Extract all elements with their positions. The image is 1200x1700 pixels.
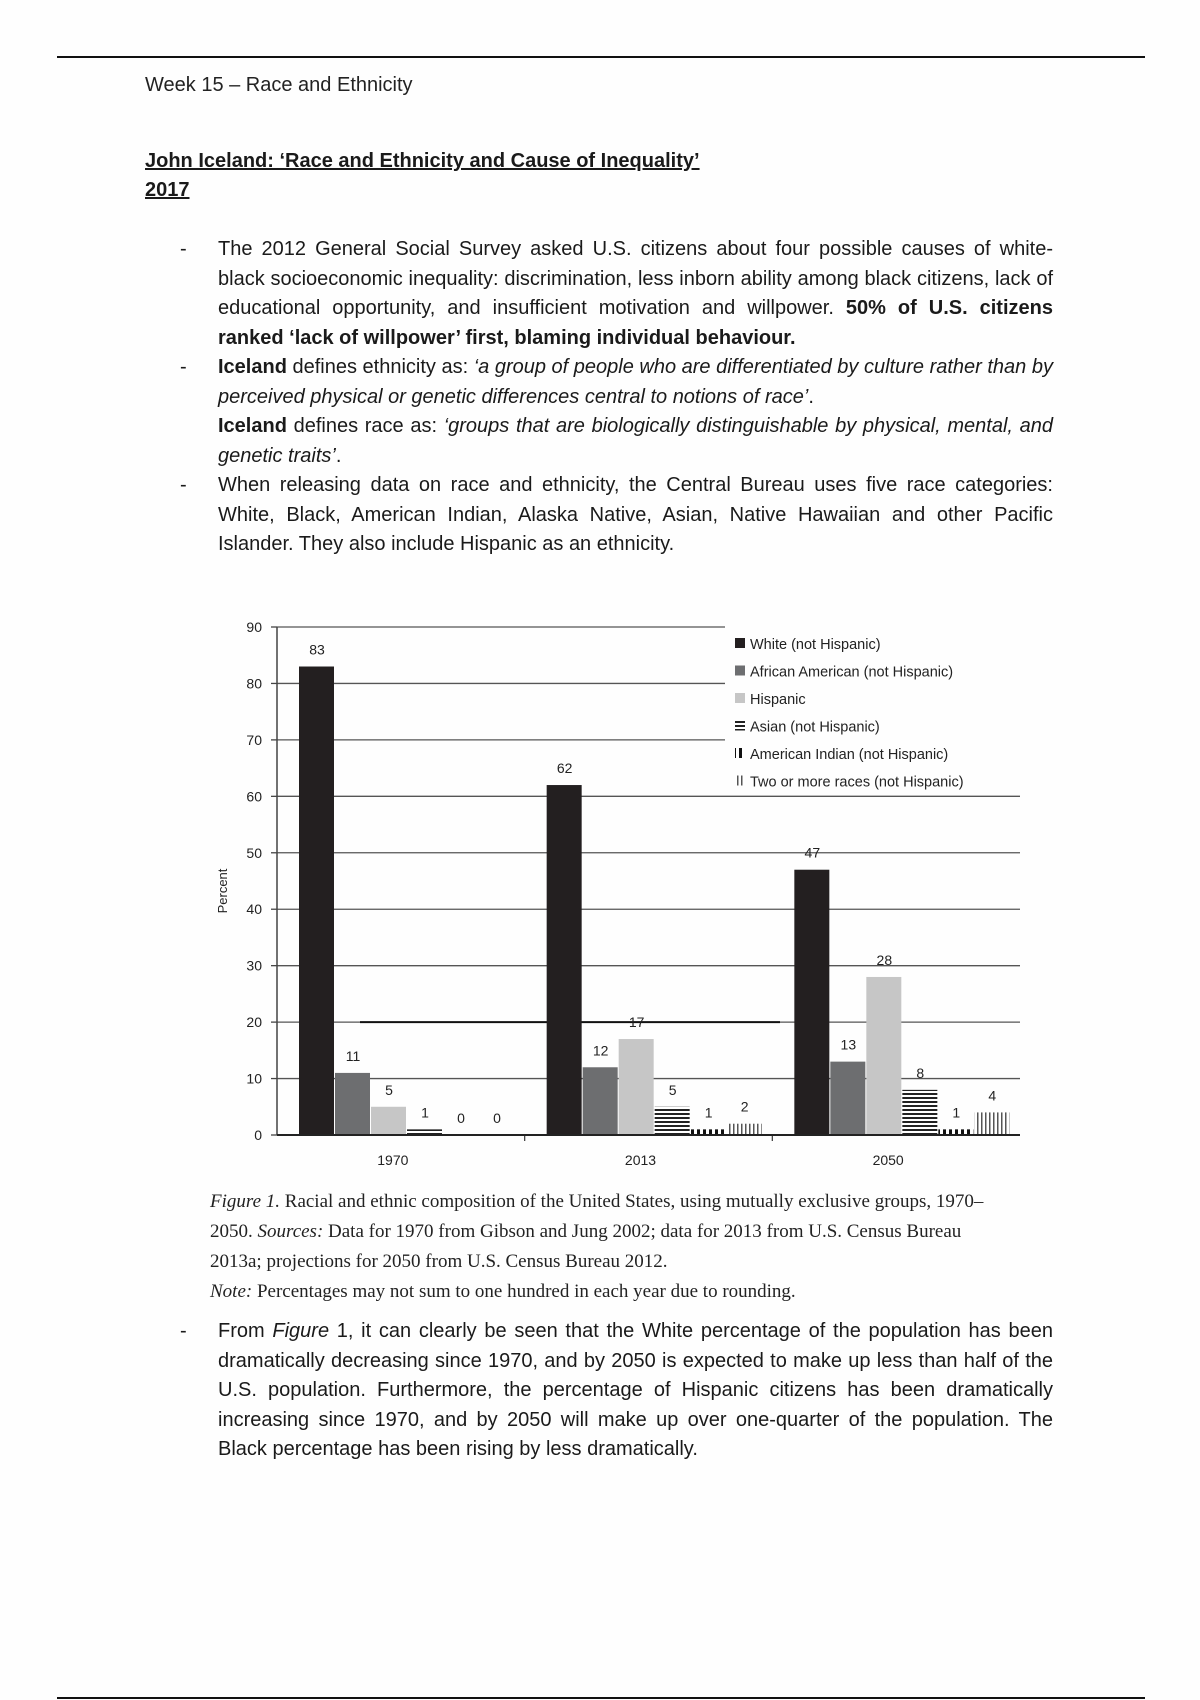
data-label: 83 [309,641,325,658]
legend-label: American Indian (not Hispanic) [750,747,949,763]
bar-chart [205,605,1025,1185]
bar-white-not-hispanic [794,870,829,1135]
x-tick-label: 2050 [872,1152,904,1168]
y-tick-label: 90 [246,619,262,635]
section-title-year: 2017 [145,179,190,201]
y-tick-label: 0 [254,1127,262,1143]
bar-white-not-hispanic [547,785,582,1135]
legend-label: African American (not Hispanic) [750,664,954,681]
bullet-item [180,1317,1053,1465]
bar-asian-not-hispanic [902,1090,937,1135]
y-tick-label: 80 [246,675,262,692]
note-label: Note: [210,1281,253,1302]
legend-label: White (not Hispanic) [750,637,881,653]
data-label: 28 [876,951,893,968]
data-label: 17 [628,1014,645,1031]
section-title-line: John Iceland: ‘Race and Ethnicity and Cause of Inequality’ [145,150,700,172]
bar-hispanic [619,1039,654,1135]
bullet-dash: - [180,1320,187,1342]
legend-label: Two or more races (not Hispanic) [750,774,964,791]
bullet-text: defines ethnicity as: [286,356,474,378]
sources-label: Sources: [257,1221,324,1242]
legend-swatch [735,666,745,676]
section-title [145,147,700,205]
bullet-text: . [808,385,814,408]
data-label: 1 [421,1104,429,1121]
data-label: 47 [804,844,821,861]
x-tick-label: 1970 [377,1152,409,1168]
y-tick-label: 10 [246,1070,262,1087]
y-tick-label: 70 [246,731,262,748]
data-label: 5 [668,1081,677,1098]
bar-hispanic [866,977,901,1135]
legend-swatch [735,748,745,758]
figure-label: Figure 1. [210,1191,281,1212]
data-label: 8 [916,1064,925,1081]
bullet-list-2 [180,1317,1053,1465]
data-label: 0 [493,1110,501,1126]
bullet-item [180,471,1053,560]
y-axis-label: Percent [215,868,230,914]
bar-two-or-more-races-not-hispanic [727,1124,762,1135]
caption-text: Racial and ethnic composition of the United States, using mutually exclusive groups, 1970–2050. [210,1191,984,1242]
y-tick-label: 20 [246,1014,262,1031]
race-definition: ‘groups that are biologically distinguishable by physical, mental, and genetic traits’ [218,415,1053,467]
author-name: Iceland [218,415,287,437]
bullet-list [180,235,1053,560]
bullet-dash: - [180,474,187,496]
bullet-text: defines race as: [286,415,444,437]
ethnicity-definition: ‘a group of people who are differentiated by culture rather than by perceived physical or genetic differences central to notions of race’ [218,356,1053,408]
bullet-item [180,235,1053,353]
bar-african-american-not-hispanic [830,1062,865,1135]
data-label: 0 [457,1110,465,1126]
bullet-item [180,353,1053,471]
bar-two-or-more-races-not-hispanic [974,1112,1009,1135]
bar-asian-not-hispanic [655,1107,690,1135]
bar-hispanic [371,1107,406,1135]
y-tick-label: 40 [246,901,262,918]
caption-text: Data for 1970 from Gibson and Jung 2002; data for 2013 from U.S. Census Bureau 2013a; projections for 2050 from U.S. Census Bureau 2012. [210,1221,962,1272]
legend-label: Hispanic [750,692,806,708]
legend-swatch [735,721,745,731]
data-label: 11 [345,1047,361,1064]
bullet-dash: - [180,356,187,378]
author-name: Iceland [218,356,287,378]
data-label: 13 [840,1036,857,1053]
y-tick-label: 60 [246,788,262,805]
bullet-text: The 2012 General Social Survey asked U.S. citizens about four possible causes of white-black socioeconomic inequality: discrimination, less inborn ability among black citizens, lack of educational opportunity, and insufficient motivation and willpower. [218,238,1053,319]
bar-african-american-not-hispanic [335,1073,370,1135]
legend-swatch [735,693,745,703]
page-top-rule [57,56,1145,58]
data-label: 62 [556,760,573,777]
y-tick-label: 30 [246,957,262,974]
bullet-text: 1, it can clearly be seen that the White percentage of the population has been dramatically decreasing since 1970, and by 2050 is expected to make up less than half of the U.S. population. Furthermore, the percentage of Hispanic citizens has been dramatically increasing since 1970, and by 2050 will make up over one-quarter of the population. The Black percentage has been rising by less dramatically. [218,1320,1053,1460]
page-bottom-rule [57,1697,1145,1699]
legend-label: Asian (not Hispanic) [750,719,880,736]
caption-text: Percentages may not sum to one hundred in each year due to rounding. [252,1281,796,1302]
bar-african-american-not-hispanic [583,1067,618,1135]
data-label: 12 [592,1042,609,1059]
bullet-text: . [335,444,342,467]
bullet-text: From [218,1320,273,1342]
page-header: Week 15 – Race and Ethnicity [145,74,413,96]
figure-caption [210,1187,1010,1307]
figure-reference: Figure [272,1320,330,1342]
bar-white-not-hispanic [299,667,334,1135]
legend-swatch [735,638,745,648]
data-label: 5 [385,1081,393,1098]
data-label: 4 [988,1087,997,1104]
bullet-dash: - [180,238,187,260]
bullet-text: When releasing data on race and ethnicity, the Central Bureau uses five race categories: White, Black, American Indian, Alaska Native, Asian, Native Hawaiian and other Pacific Islander. They also include Hispanic as an ethnicity. [218,474,1053,555]
bullet-bold-text: 50% of U.S. citizens ranked ‘lack of willpower’ first, blaming individual behaviour. [218,297,1053,349]
x-tick-label: 2013 [624,1152,657,1168]
y-tick-label: 50 [246,844,262,861]
legend-swatch [735,776,745,786]
data-label: 1 [952,1104,961,1121]
data-label: 1 [704,1104,713,1121]
data-label: 2 [740,1098,749,1115]
